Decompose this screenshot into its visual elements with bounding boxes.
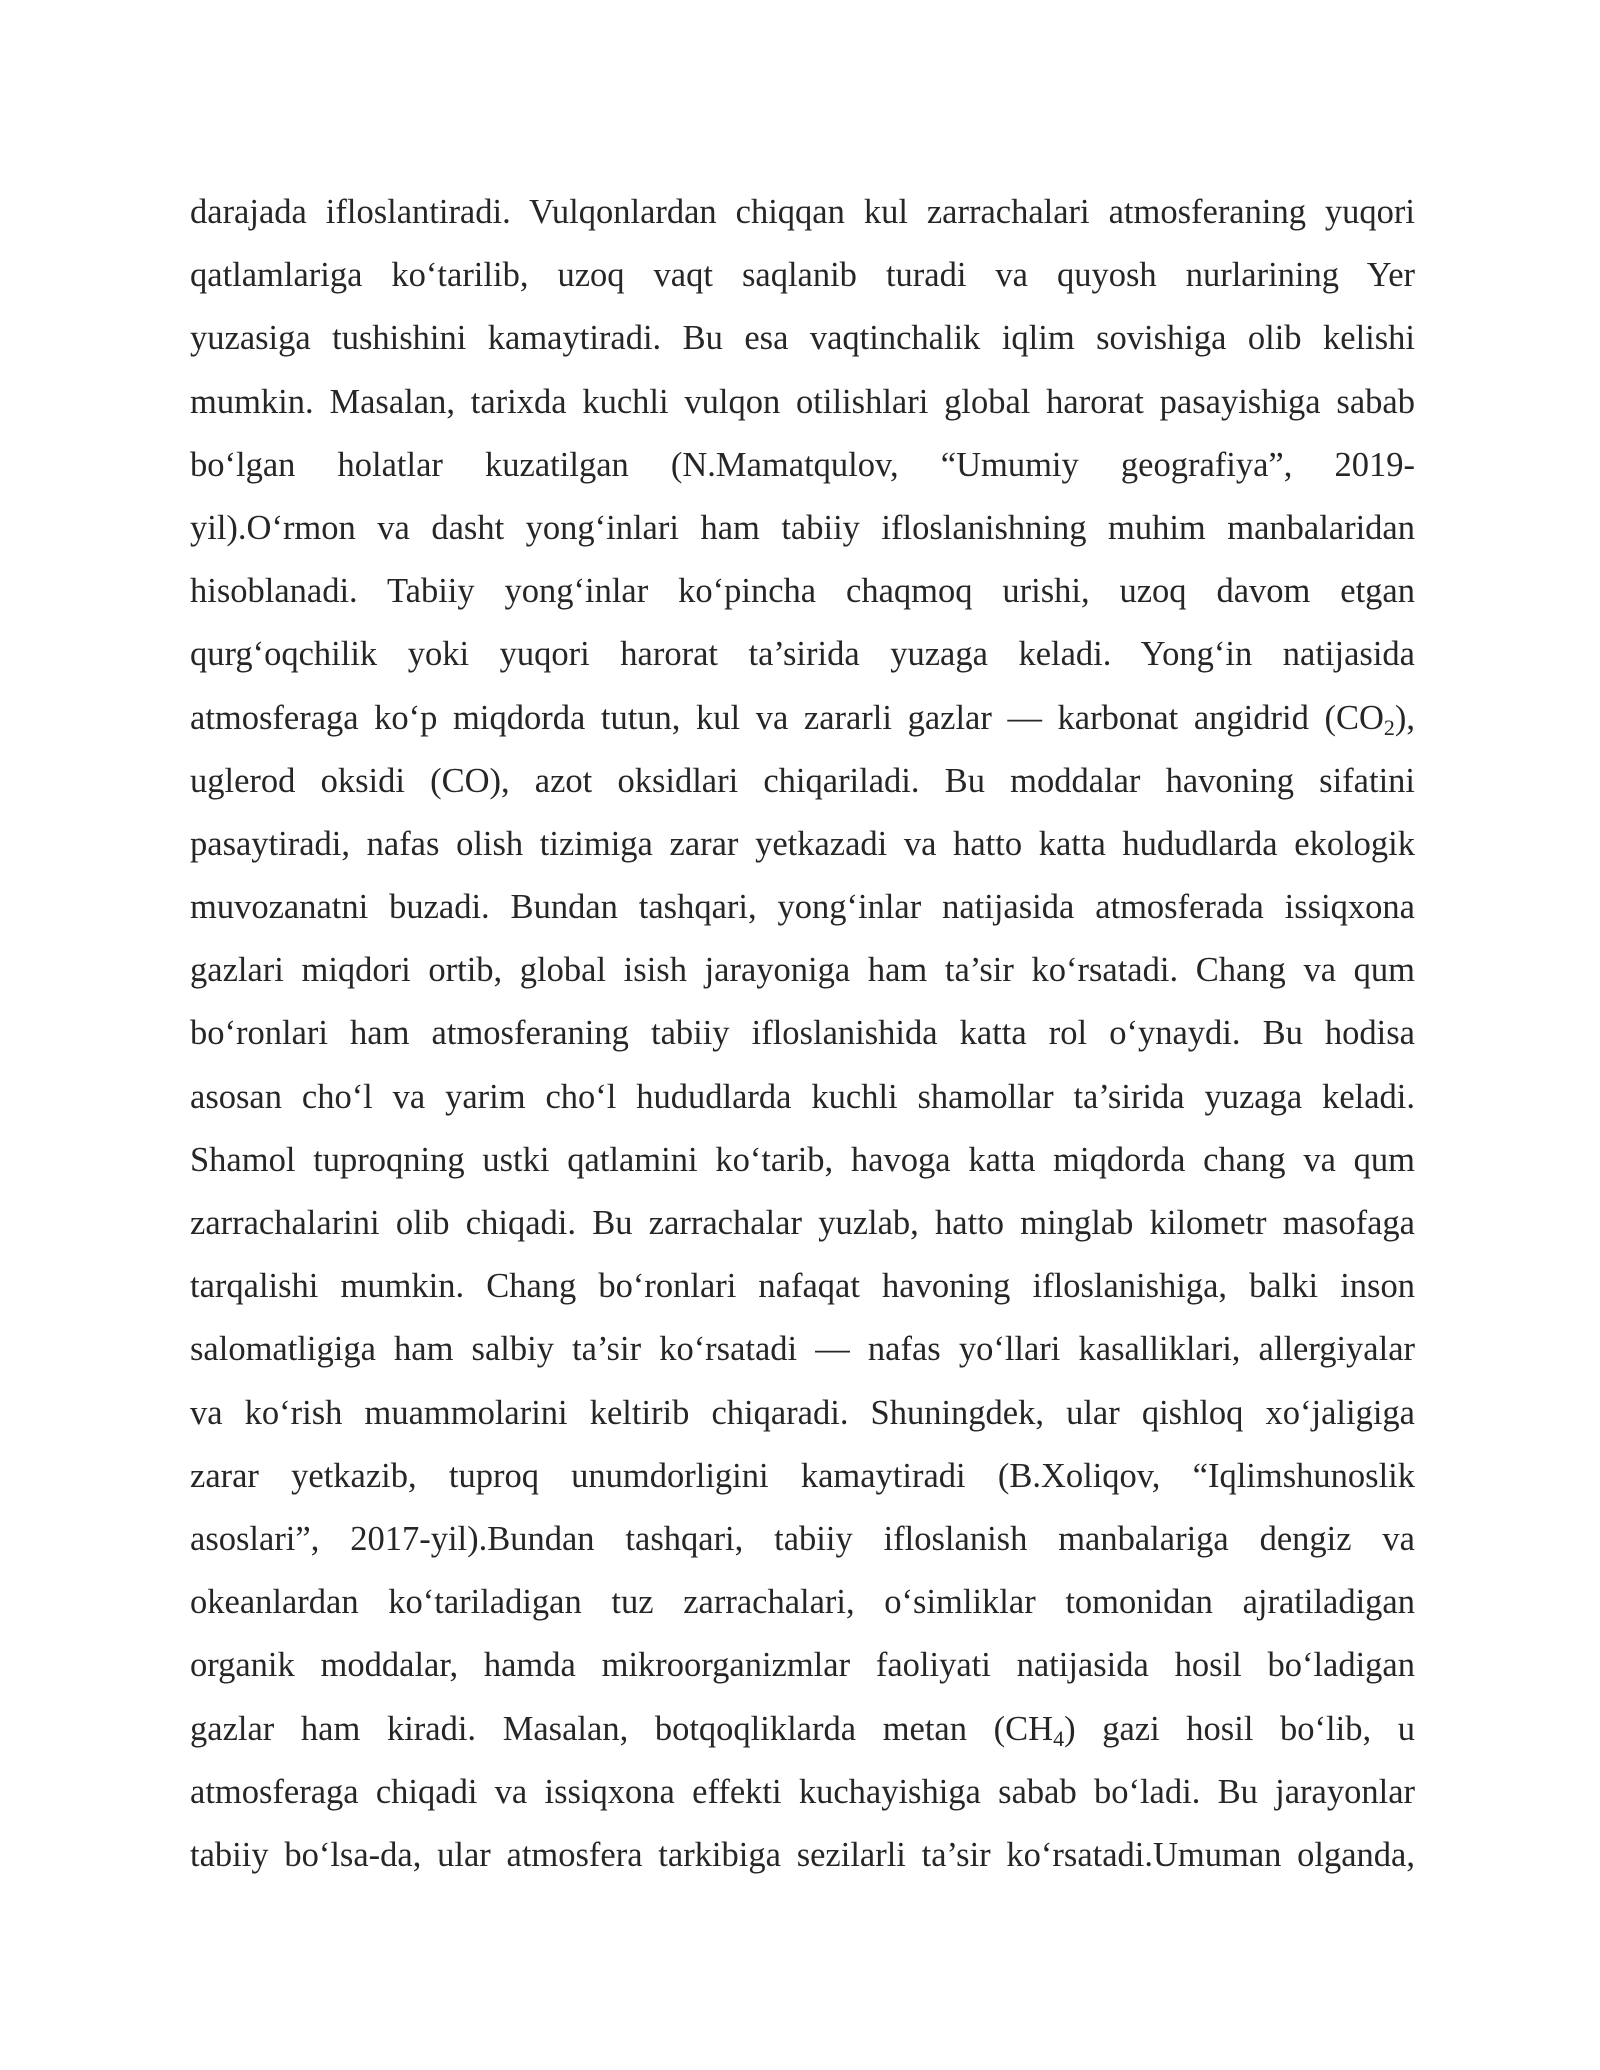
text-line-7: hisoblanadi. Tabiiy yong‘inlar ko‘pincha chaqmoq urishi, uzoq davom etgan	[190, 572, 1415, 611]
text-line-3: yuzasiga tushishini kamaytiradi. Bu esa vaqtinchalik iqlim sovishiga olib kelishi	[190, 319, 1415, 358]
text-line-9	[190, 692, 1415, 755]
co2-subscript: 2	[1383, 714, 1395, 740]
text-line-22: asoslari”, 2017-yil).Bundan tashqari, tabiiy ifloslanish manbalariga dengiz va	[190, 1519, 1415, 1558]
text-line-21: zarar yetkazib, tuproq unumdorligini kamaytiradi (B.Xoliqov, “Iqlimshunoslik	[190, 1456, 1415, 1495]
text-line-9-tail: ),	[1394, 698, 1415, 737]
text-line-20: va ko‘rish muammolarini keltirib chiqaradi. Shuningdek, ular qishloq xo‘jaligiga	[190, 1393, 1415, 1432]
text-line-10: uglerod oksidi (CO), azot oksidlari chiqariladi. Bu moddalar havoning sifatini	[190, 761, 1415, 800]
text-line-2: qatlamlariga ko‘tarilib, uzoq vaqt saqlanib turadi va quyosh nurlarining Yer	[190, 256, 1415, 295]
text-line-24: organik moddalar, hamda mikroorganizmlar faoliyati natijasida hosil bo‘ladigan	[190, 1646, 1415, 1685]
text-line-27: tabiiy bo‘lsa-da, ular atmosfera tarkibiga sezilarli ta’sir ko‘rsatadi.Umuman olganda,	[190, 1835, 1415, 1874]
body-paragraph	[190, 186, 1415, 1892]
ch4-subscript: 4	[1053, 1725, 1065, 1751]
text-line-25-main: gazlar ham kiradi. Masalan, botqoqliklarda metan (CH	[190, 1709, 1054, 1748]
text-line-17: zarrachalarini olib chiqadi. Bu zarrachalar yuzlab, hatto minglab kilometr masofaga	[190, 1204, 1415, 1242]
text-line-19: salomatligiga ham salbiy ta’sir ko‘rsatadi — nafas yo‘llari kasalliklari, allergiyalar	[190, 1330, 1415, 1369]
text-line-5: bo‘lgan holatlar kuzatilgan (N.Mamatqulov, “Umumiy geografiya”, 2019-	[190, 445, 1415, 484]
text-line-11: pasaytiradi, nafas olish tizimiga zarar yetkazadi va hatto katta hududlarda ekologik	[190, 824, 1415, 863]
text-line-25-tail: ) gazi hosil bo‘lib, u	[1064, 1709, 1415, 1748]
text-line-12: muvozanatni buzadi. Bundan tashqari, yong‘inlar natijasida atmosferada issiqxona	[190, 888, 1415, 927]
text-line-14: bo‘ronlari ham atmosferaning tabiiy ifloslanishida katta rol o‘ynaydi. Bu hodisa	[190, 1014, 1415, 1053]
text-line-25	[190, 1703, 1415, 1766]
text-line-8: qurg‘oqchilik yoki yuqori harorat ta’sirida yuzaga keladi. Yong‘in natijasida	[190, 635, 1415, 674]
text-line-1: darajada ifloslantiradi. Vulqonlardan chiqqan kul zarrachalari atmosferaning yuqori	[190, 193, 1415, 231]
text-line-15: asosan cho‘l va yarim cho‘l hududlarda kuchli shamollar ta’sirida yuzaga keladi.	[190, 1077, 1415, 1116]
text-line-6: yil).O‘rmon va dasht yong‘inlari ham tabiiy ifloslanishning muhim manbalaridan	[190, 508, 1415, 547]
text-line-23: okeanlardan ko‘tariladigan tuz zarrachalari, o‘simliklar tomonidan ajratiladigan	[190, 1583, 1415, 1622]
text-line-4: mumkin. Masalan, tarixda kuchli vulqon otilishlari global harorat pasayishiga sabab	[190, 382, 1415, 421]
text-line-18: tarqalishi mumkin. Chang bo‘ronlari nafaqat havoning ifloslanishiga, balki inson	[190, 1267, 1415, 1306]
text-line-16: Shamol tuproqning ustki qatlamini ko‘tarib, havoga katta miqdorda chang va qum	[190, 1140, 1415, 1179]
text-line-9-main: atmosferaga ko‘p miqdorda tutun, kul va zararli gazlar — karbonat angidrid (CO	[190, 698, 1384, 737]
text-line-26: atmosferaga chiqadi va issiqxona effekti kuchayishiga sabab bo‘ladi. Bu jarayonlar	[190, 1772, 1415, 1811]
text-line-13: gazlari miqdori ortib, global isish jarayoniga ham ta’sir ko‘rsatadi. Chang va qum	[190, 951, 1415, 990]
